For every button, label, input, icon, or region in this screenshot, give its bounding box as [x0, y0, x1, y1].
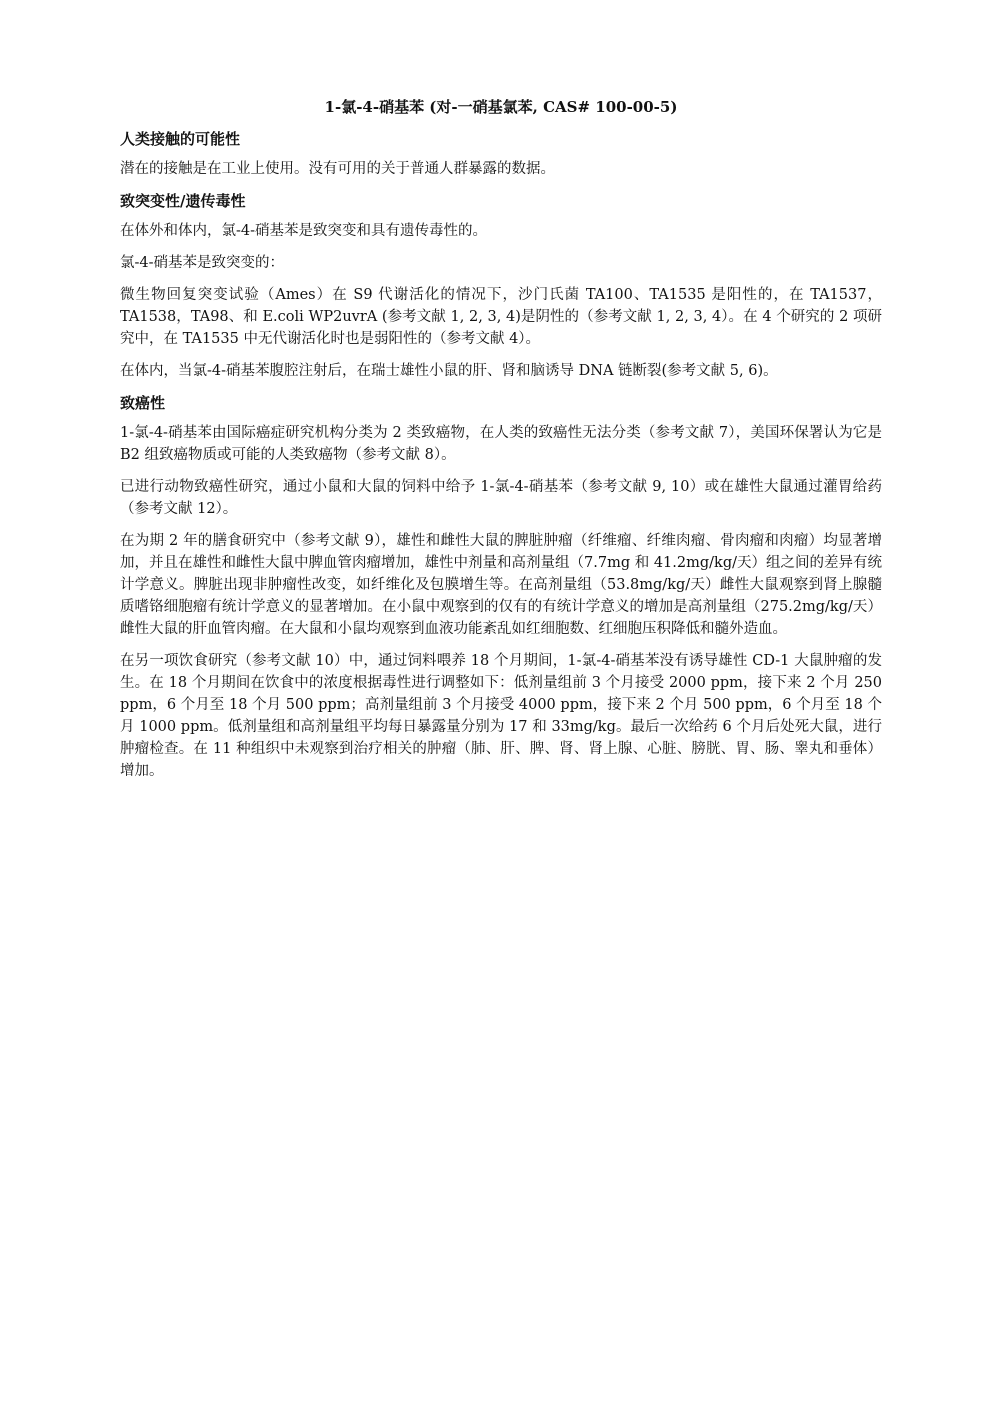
section-heading-carcinogenicity: 致癌性 — [120, 394, 166, 412]
paragraph-classification: 1-氯-4-硝基苯由国际癌症研究机构分类为 2 类致癌物，在人类的致癌性无法分类（参考文献 7），美国环保署认为它是 B2 组致癌物质或可能的人类致癌物（参考文献 8）。 — [120, 425, 882, 463]
paragraph-animal-studies: 已进行动物致癌性研究，通过小鼠和大鼠的饲料中给予 1-氯-4-硝基苯（参考文献 9, 10）或在雄性大鼠通过灌胃给药（参考文献 12）。 — [120, 479, 882, 517]
document-title: 1-氯-4-硝基苯 (对-一硝基氯苯, CAS# 100-00-5) — [324, 98, 678, 116]
document-page — [120, 96, 882, 792]
section-heading-exposure: 人类接触的可能性 — [120, 130, 241, 148]
paragraph-mutagenicity-intro: 氯-4-硝基苯是致突变的： — [120, 255, 285, 271]
paragraph-exposure: 潜在的接触是在工业上使用。没有可用的关于普通人群暴露的数据。 — [120, 161, 555, 177]
paragraph-ames-test: 微生物回复突变试验（Ames）在 S9 代谢活化的情况下，沙门氏菌 TA100、TA1535 是阳性的，在 TA1537，TA1538，TA98、和 E.coli WP2uvrA (参考文献 1, 2, 3, 4)是阴性的（参考文献 1, 2, 3, 4）。在 4 个研究的 2 项研究中，在 TA1535 中无代谢活化时也是弱阳性的（参考文献 4）。 — [120, 287, 882, 347]
paragraph-dietary-study: 在另一项饮食研究（参考文献 10）中，通过饲料喂养 18 个月期间，1-氯-4-硝基苯没有诱导雄性 CD-1 大鼠肿瘤的发生。在 18 个月期间在饮食中的浓度根据毒性进行调整如下：低剂量组前 3 个月接受 2000 ppm，接下来 2 个月 250 ppm，6 个月至 18 个月 500 ppm；高剂量组前 3 个月接受 4000 ppm，接下来 2 个月 500 ppm，6 个月至 18 个月 1000 ppm。低剂量组和高剂量组平均每日暴露量分别为 17 和 33mg/kg。最后一次给药 6 个月后处死大鼠，进行肿瘤检查。在 11 种组织中未观察到治疗相关的肿瘤（肺、肝、脾、肾、肾上腺、心脏、膀胱、胃、肠、睾丸和垂体）增加。 — [120, 653, 882, 779]
paragraph-mutagenicity-summary: 在体外和体内，氯-4-硝基苯是致突变和具有遗传毒性的。 — [120, 223, 488, 239]
paragraph-in-vivo: 在体内，当氯-4-硝基苯腹腔注射后，在瑞士雄性小鼠的肝、肾和脑诱导 DNA 链断裂(参考文献 5, 6)。 — [120, 363, 778, 379]
section-heading-mutagenicity: 致突变性/遗传毒性 — [120, 192, 246, 210]
paragraph-two-year-study: 在为期 2 年的膳食研究中（参考文献 9），雄性和雌性大鼠的脾脏肿瘤（纤维瘤、纤维肉瘤、骨肉瘤和肉瘤）均显著增加，并且在雄性和雌性大鼠中脾血管肉瘤增加，雄性中剂量和高剂量组（7.7mg 和 41.2mg/kg/天）组之间的差异有统计学意义。脾脏出现非肿瘤性改变，如纤维化及包膜增生等。在高剂量组（53.8mg/kg/天）雌性大鼠观察到肾上腺髓质嗜铬细胞瘤有统计学意义的显著增加。在小鼠中观察到的仅有的有统计学意义的增加是高剂量组（275.2mg/kg/天）雌性大鼠的肝血管肉瘤。在大鼠和小鼠均观察到血液功能紊乱如红细胞数、红细胞压积降低和髓外造血。 — [120, 533, 882, 637]
